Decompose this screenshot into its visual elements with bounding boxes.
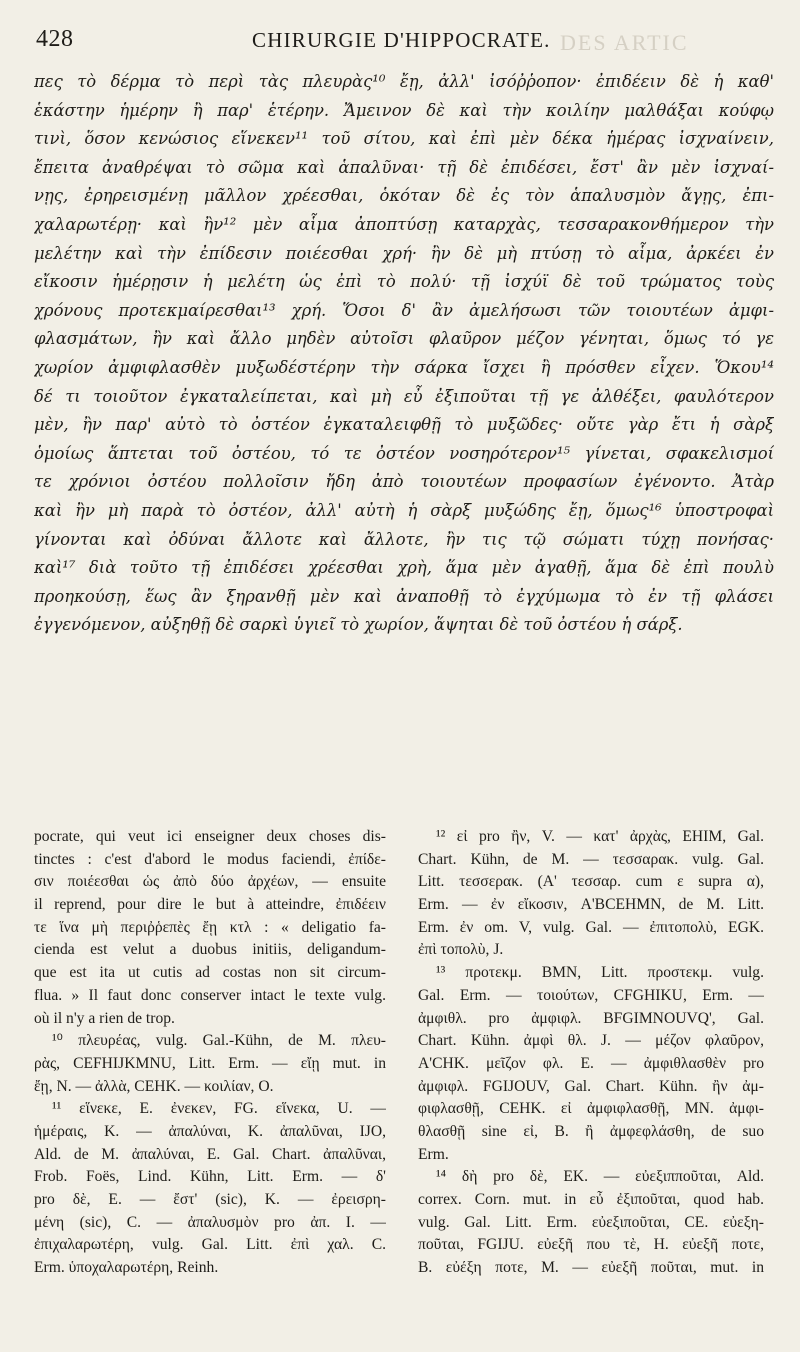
greek-text-line: δέ τι τοιοῦτον ἐγκαταλείπεται, καὶ μὴ εὖ ἐξιπoῦται τῇ γε ἀλθέξει, φαυλότερον <box>34 386 774 406</box>
footnote-line: correx. Corn. mut. in εὖ ἐξιποῦται, quod hab. <box>418 1191 764 1208</box>
greek-text-line: μελέτην καὶ τὴν ἐπίδεσιν ποιέεσθαι χρή· ἢν δὲ μὴ πτύσῃ τὸ αἷμα, ἀρκέει ἐν <box>34 243 774 263</box>
footnotes-right-column <box>418 826 764 1280</box>
footnote-line: Gal. Erm. — τοιούτων, CFGHIKU, Erm. — <box>418 986 764 1004</box>
footnote-line: ἔῃ, N. — ἀλλὰ, CEHK. — κοιλίαν, O. <box>34 1077 274 1095</box>
footnote-line: θλασθῇ sine εἰ, B. ἢ ἀμφεφλάσθη, de suo <box>418 1122 764 1140</box>
footnote-line: Erm. ὑποχαλαρωτέρη, Reinh. <box>34 1259 219 1277</box>
greek-text-line: καὶ ἢν μὴ παρὰ τὸ ὀστέον, ἀλλ' αὐτὴ ἡ σὰρξ μυξώδης ἔῃ, ὅμως¹⁶ ὑποστροφαὶ <box>34 500 774 520</box>
greek-text-line: προηκούσῃ, ἕως ἂν ξηρανθῇ μὲν καὶ ἀναποθῇ τὸ ἐγχύμωμα τὸ ἐν τῇ φλάσει <box>34 586 774 606</box>
footnote-line: ¹⁰ πλευρέας, vulg. Gal.-Kühn, de M. πλευ- <box>52 1032 386 1050</box>
footnote-line: Litt. τεσσερακ. (Α' τεσσαρ. cum ε supra α), <box>418 873 764 891</box>
footnote-line: μένη (sic), C. — ἀπαλυσμὸν pro ἀπ. I. — <box>34 1213 386 1231</box>
greek-text-line: μὲν, ἢν παρ' αὐτὸ τὸ ὀστέον ἐγκαταλειφθῇ τὸ μυξῶδες· οὔτε γὰρ ἔτι ἡ σὰρξ <box>34 415 774 435</box>
footnote-line: Chart. Kühn. ἀμφὶ θλ. J. — μέζον φλαῦρον, <box>418 1032 764 1050</box>
footnote-line: φιφλασθῇ, CEHK. εἰ ἀμφιφλασθῇ, MN. ἀμφι- <box>418 1100 764 1118</box>
greek-text-line: καὶ¹⁷ διὰ τοῦτο τῇ ἐπιδέσει χρέεσθαι χρὴ, ἅμα μὲν ἀγαθῇ, ἅμα δὲ ἐπὶ πουλὺ <box>34 558 774 578</box>
footnote-line: Chart. Kühn, de M. — τεσσαρακ. vulg. Gal. <box>418 850 764 868</box>
footnote-line: Erm. ἐν om. V, vulg. Gal. — ἐπιτοπολὺ, EGK. <box>418 918 764 936</box>
footnote-line: tinctes : c'est d'abord le modus faciendi, ἐπίδε- <box>34 850 386 868</box>
footnote-line: Erm. — ἐν εἴκοσιν, A'BCEHMN, de M. Litt. <box>418 896 764 914</box>
greek-text-line: ἔπειτα ἀναθρέψαι τὸ σῶμα καὶ ἁπαλῦναι· τῇ δὲ ἐπιδέσει, ἔστ' ἂν μὲν ἰσχναί- <box>34 157 774 177</box>
footnote-line: ¹⁴ δὴ pro δὲ, EK. — εὐεξιπποῦται, Ald. <box>436 1168 764 1186</box>
greek-text-line: χαλαρωτέρῃ· καὶ ἢν¹² μὲν αἷμα ἀποπτύσῃ καταρχὰς, τεσσαρακονθήμερον τὴν <box>34 214 774 234</box>
greek-text-line: φλασμάτων, ἢν καὶ ἄλλο μηδὲν αὐτοῖσι φλαῦρον μέζον γένηται, ὅμως τό γε <box>34 329 774 349</box>
greek-text-line: ὁμοίως ἅπτεται τοῦ ὀστέου, τό τε ὀστέον νοσηρότερον¹⁵ γίνεται, σφακελισμοί <box>34 443 774 463</box>
footnote-line: pocrate, qui veut ici enseigner deux choses dis- <box>34 828 386 845</box>
greek-text-line: τε χρόνιοι ὀστέου πολλοῖσιν ἤδη ἀπὸ τοιουτέων προφασίων ἐγένοντο. Ἀτὰρ <box>34 472 774 492</box>
greek-text-line: ἑκάστην ἡμέρην ἢ παρ' ἑτέρην. Ἄμεινον δὲ καὶ τὴν κοιλίην μαλθάξαι κούφῳ <box>34 100 774 120</box>
bleed-through-text: DES ARTIC <box>560 30 689 55</box>
footnote-line: ἐπὶ τοπολὺ, J. <box>418 941 504 959</box>
footnote-line: ποῦται, FGIJU. εὐεξῆ που τὲ, H. εὐεξῆ ποτε, <box>418 1236 764 1254</box>
footnote-line: vulg. Gal. Litt. Erm. εὐεξιποῦται, CE. εὐεξη- <box>418 1213 764 1231</box>
footnote-line: ¹³ προτεκμ. BMN, Litt. προστεκμ. vulg. <box>436 964 764 982</box>
greek-text-line: εἴκοσιν ἡμέρῃσιν ἡ μελέτη ὡς ἐπὶ τὸ πολύ· τῇ ἰσχύϊ δὲ τοῦ τρώματος τοὺς <box>34 272 774 292</box>
footnote-line: σιν ποιέεσθαι ὡς ἀπὸ δύο ἀρχέων, — ensuite <box>34 873 386 891</box>
footnote-line: ἀμφιφλ. FGIJOUV, Gal. Chart. Kühn. ἢν ἀμ- <box>418 1077 764 1095</box>
greek-text-line: νῃς, ἐρηρεισμένῃ μᾶλλον χρέεσθαι, ὁκόταν δὲ ἐς τὸν ἁπαλυσμὸν ἄγῃς, ἐπι- <box>34 186 774 206</box>
footnote-line: ἀμφιθλ. pro ἀμφιφλ. BFGIMNOUVQ', Gal. <box>418 1009 764 1027</box>
footnote-line: où il n'y a rien de trop. <box>34 1009 175 1027</box>
footnote-line: ἡμέραις, K. — ἀπαλύναι, K. ἀπαλῦναι, IJO, <box>34 1122 386 1140</box>
footnote-line: A'CHK. μεῖζον φλ. E. — ἀμφιθλασθὲν pro <box>418 1054 764 1072</box>
footnote-line: Erm. <box>418 1145 449 1163</box>
greek-text-line: χρόνους προτεκμαίρεσθαι¹³ χρή. Ὅσοι δ' ἂν ἀμελήσωσι τῶν τοιουτέων ἀμφι- <box>34 300 774 320</box>
greek-text-line: χωρίον ἀμφιφλασθὲν μυξωδέστέρην τὴν σάρκα ἴσχει ἢ πρόσθεν εἶχεν. Ὅκου¹⁴ <box>34 357 774 377</box>
footnote-line: Frob. Foës, Lind. Kühn, Litt. Erm. — δ' <box>34 1168 386 1186</box>
footnote-line: pro δὲ, E. — ἔστ' (sic), K. — ἐρεισρη- <box>34 1191 386 1208</box>
page-number: 428 <box>36 26 74 52</box>
footnote-line: ¹¹ εἵνεκε, E. ἐνεκεν, FG. εἵνεκα, U. — <box>52 1100 386 1118</box>
footnote-line: que est ita ut cutis ad costas non sit circum- <box>34 964 386 982</box>
footnote-line: ρὰς, CEFHIJKMNU, Litt. Erm. — εἴῃ mut. in <box>34 1054 386 1072</box>
footnote-line: flua. » Il faut donc conserver intact le texte vulg. <box>34 986 386 1004</box>
greek-text-line: γίνονται καὶ ὀδύναι ἄλλοτε καὶ ἄλλοτε, ἢν τις τῷ σώματι τύχῃ πονήσας· <box>34 529 774 549</box>
greek-text-line: ἐγγενόμενον, αὐξηθῇ δὲ σαρκὶ ὑγιεῖ τὸ χωρίον, ἅψηται δὲ τοῦ ὀστέου ἡ σάρξ. <box>34 615 683 635</box>
greek-text-line: τινὶ, ὅσον κενώσιος εἵνεκεν¹¹ τοῦ σίτου, καὶ ἐπὶ μὲν δέκα ἡμέρας ἰσχναίνειν, <box>34 129 774 149</box>
page-header <box>36 26 786 60</box>
running-title: CHIRURGIE D'HIPPOCRATE. <box>252 28 551 52</box>
footnote-line: ¹² εἰ pro ἢν, V. — κατ' ἀρχὰς, EHIM, Gal. <box>436 828 764 845</box>
footnotes-left-column <box>34 826 386 1280</box>
footnote-line: τε ἵνα μὴ περιῤῥεπὲς ἔῃ κτλ : « deligatio fa- <box>34 918 386 936</box>
greek-text-line: πες τὸ δέρμα τὸ περὶ τὰς πλευρὰς¹⁰ ἔῃ, ἀλλ' ἰσόῤῥοπον· ἐπιδέειν δὲ ἡ καθ' <box>34 72 774 91</box>
footnote-line: il reprend, pour dire le but à atteindre, ἐπιδέειν <box>34 896 386 914</box>
footnote-line: B. εὐέξη ποτε, M. — εὐεξῆ ποῦται, mut. in <box>418 1259 764 1277</box>
greek-main-text <box>34 68 774 640</box>
footnote-line: cienda est velut a duobus initiis, deligandum- <box>34 941 386 959</box>
footnote-line: ἐπιχαλαρωτέρη, vulg. Gal. Litt. ἐπὶ χαλ. C. <box>34 1236 386 1254</box>
footnote-line: Ald. de M. ἀπαλύναι, E. Gal. Chart. ἀπαλῦναι, <box>34 1145 386 1163</box>
